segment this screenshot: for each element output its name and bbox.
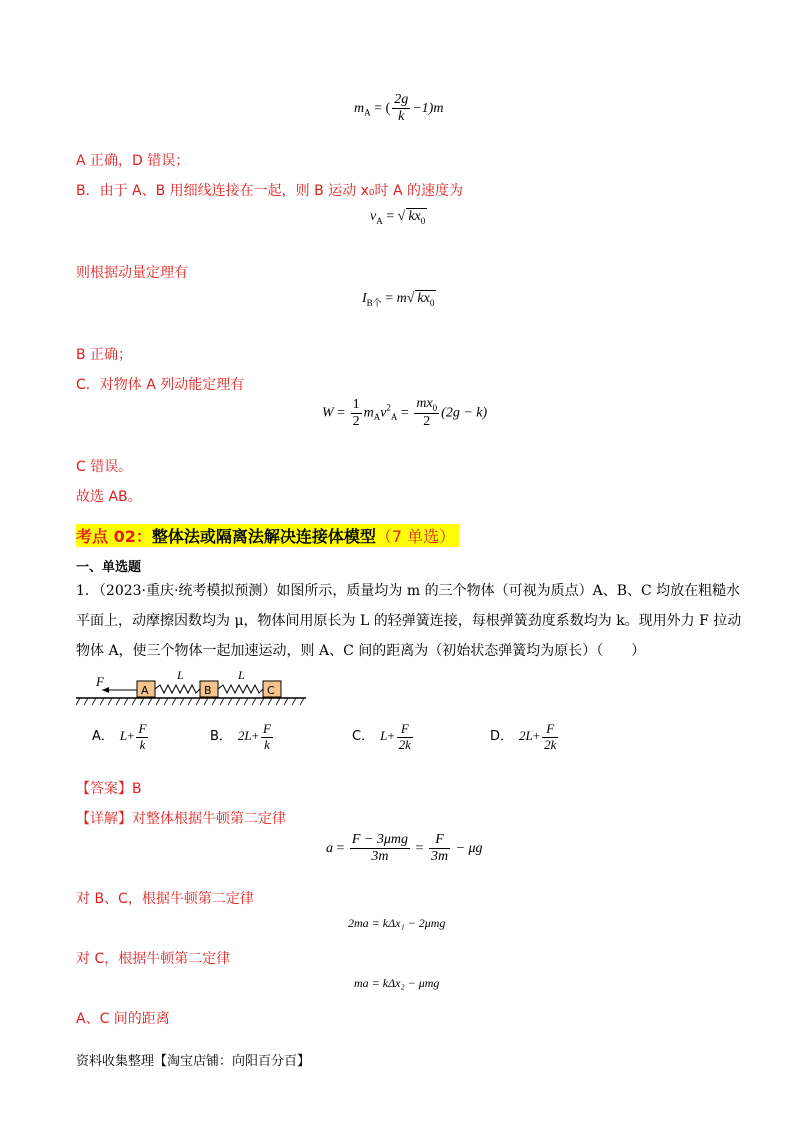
equation-2ma: 2ma = kΔx₁ − 2μmg xyxy=(348,916,446,930)
question-line-2: 平面上，动摩擦因数均为 μ，物体间用原长为 L 的轻弹簧连接，每根弹簧劲度系数均为 k。现用外力 F 拉动 xyxy=(76,613,742,629)
equation-velocity-A: $v_A$ = √ $kx_0$ xyxy=(370,209,426,226)
option-c[interactable]: C． L+ $\frac{F}{2k}$ xyxy=(352,721,411,752)
line-b-correct: B 正确； xyxy=(76,347,133,363)
spring-blocks-diagram xyxy=(74,668,314,716)
line-a-correct: A 正确，D 错误； xyxy=(76,153,190,169)
spring-1-label: L xyxy=(177,668,184,682)
equation-impulse: $I_{B个} = m√$ $kx_0$ xyxy=(362,291,435,308)
equation-work: W = $\frac{1}{2}$ $m_Av^2_A$ = $\frac{mx_0}{2}$ (2g − k) xyxy=(322,396,488,430)
line-choose-ab: 故选 AB。 xyxy=(76,489,142,505)
line-b-intro: B．由于 A、B 用细线连接在一起，则 B 运动 x₀时 A 的速度为 xyxy=(76,183,464,199)
spring-1 xyxy=(155,685,200,693)
footer: 资料收集整理【淘宝店铺：向阳百分百】 xyxy=(76,1054,311,1069)
line-momentum-theorem: 则根据动量定理有 xyxy=(76,265,188,281)
spring-2-label: L xyxy=(238,668,245,682)
answer-line: 【答案】B xyxy=(76,781,142,797)
spring-2 xyxy=(218,685,263,693)
option-a[interactable]: A． L+ $\frac{F}{k}$ xyxy=(92,721,147,752)
detail-line: 【详解】对整体根据牛顿第二定律 xyxy=(76,811,286,827)
line-ac-distance: A、C 间的距离 xyxy=(76,1011,170,1027)
question-line-1: 1．（2023·重庆·统考模拟预测）如图所示，质量均为 m 的三个物体（可视为质点）A、B、C 均放在粗糙水 xyxy=(76,583,741,599)
equation-mass-A: $m_A$ = ( $\frac{2g}{k}$ −1)m xyxy=(354,92,444,125)
equation-acceleration: a = $\frac{\text{F − 3μmg}}{3m}$ = $\frac{F}{3m}$ − μg xyxy=(326,832,483,865)
equation-ma: ma = kΔx₂ − μmg xyxy=(354,976,440,990)
svg-text:A: A xyxy=(141,684,149,697)
option-d[interactable]: D． 2L+ $\frac{F}{2k}$ xyxy=(490,721,557,752)
svg-text:B: B xyxy=(204,684,212,697)
section-heading: 考点 02：整体法或隔离法解决连接体模型（7 单选） xyxy=(76,524,459,547)
line-c-wrong: C 错误。 xyxy=(76,459,133,475)
section-title: 一、单选题 xyxy=(76,560,142,575)
line-bc: 对 B、C，根据牛顿第二定律 xyxy=(76,891,254,907)
line-c-only: 对 C，根据牛顿第二定律 xyxy=(76,951,231,967)
force-label: F xyxy=(96,674,104,689)
line-c-intro: C．对物体 A 列动能定理有 xyxy=(76,377,245,393)
svg-text:C: C xyxy=(267,684,275,697)
question-line-3: 物体 A，使三个物体一起加速运动，则 A、C 间的距离为（初始状态弹簧均为原长）（ ） xyxy=(76,643,646,659)
option-b[interactable]: B． 2L+ $\frac{F}{k}$ xyxy=(210,721,271,752)
